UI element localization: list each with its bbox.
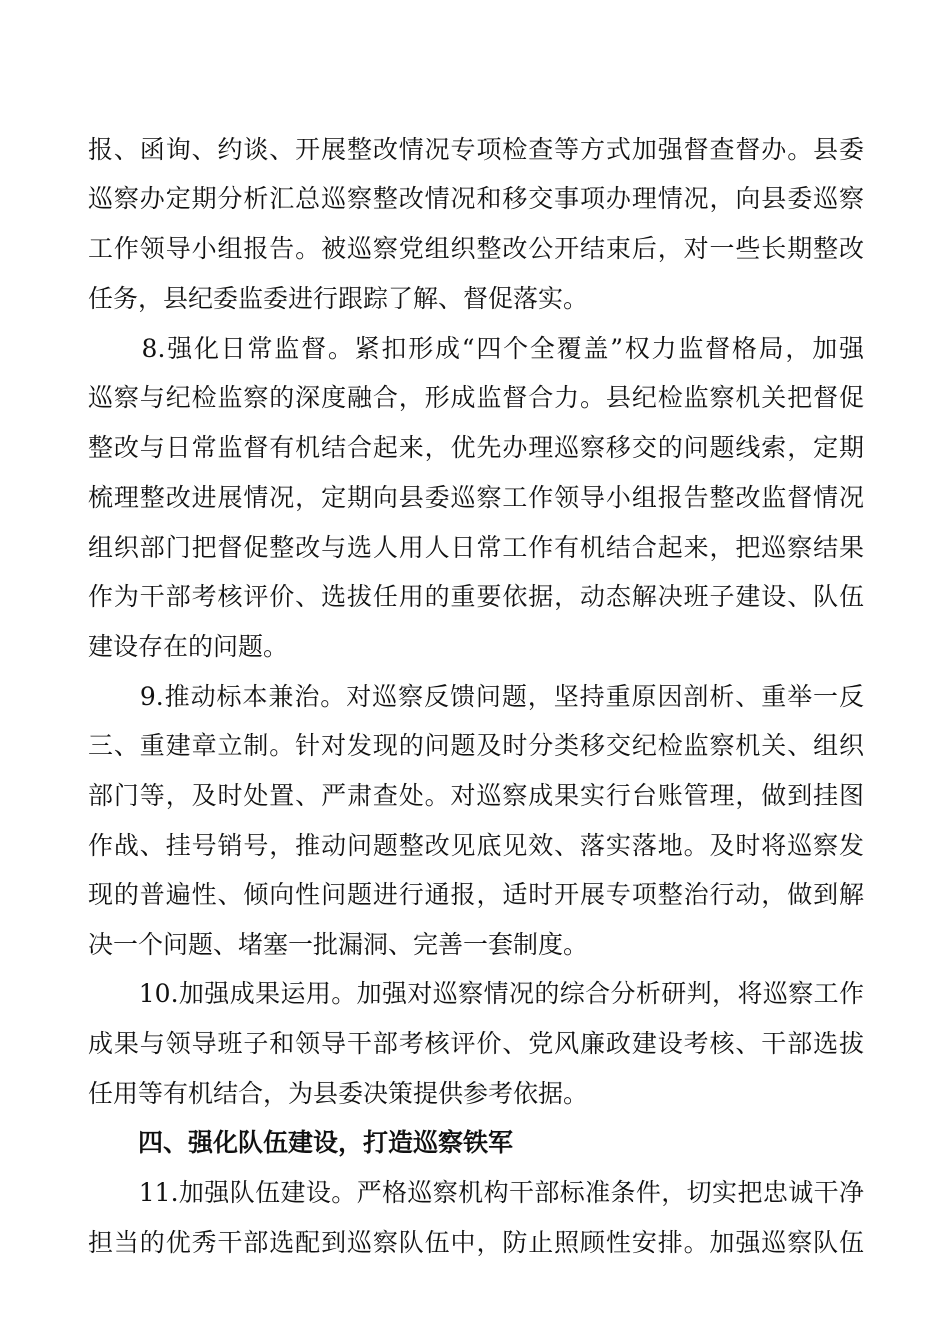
- text-line: 担当的优秀干部选配到巡察队伍中，防止照顾性安排。加强巡察队伍: [88, 1228, 864, 1257]
- section-heading: 四、强化队伍建设，打造巡察铁军: [88, 1128, 514, 1157]
- text-line: 决一个问题、堵塞一批漏洞、完善一套制度。: [88, 930, 589, 959]
- text-line: 部门等，及时处置、严肃查处。对巡察成果实行台账管理，做到挂图: [88, 781, 864, 810]
- text-line: 建设存在的问题。: [88, 632, 289, 661]
- paragraph-10-first-line: 10.加强成果运用。加强对巡察情况的综合分析研判，将巡察工作: [88, 979, 864, 1008]
- text-line: 整改与日常监督有机结合起来，优先办理巡察移交的问题线索，定期: [88, 433, 864, 462]
- text-line: 任用等有机结合，为县委决策提供参考依据。: [88, 1079, 589, 1108]
- text-line: 三、重建章立制。针对发现的问题及时分类移交纪检监察机关、组织: [88, 731, 864, 760]
- text-line: 组织部门把督促整改与选人用人日常工作有机结合起来，把巡察结果: [88, 533, 864, 562]
- text-line: 成果与领导班子和领导干部考核评价、党风廉政建设考核、干部选拔: [88, 1029, 864, 1058]
- text-line: 工作领导小组报告。被巡察党组织整改公开结束后，对一些长期整改: [88, 234, 864, 263]
- text-line: 现的普遍性、倾向性问题进行通报，适时开展专项整治行动，做到解: [88, 880, 864, 909]
- paragraph-8-first-line: 8.强化日常监督。紧扣形成“四个全覆盖”权力监督格局，加强: [88, 334, 864, 363]
- paragraph-9-first-line: 9.推动标本兼治。对巡察反馈问题，坚持重原因剖析、重举一反: [88, 682, 864, 711]
- text-line: 任务，县纪委监委进行跟踪了解、督促落实。: [88, 284, 589, 313]
- text-line: 作为干部考核评价、选拔任用的重要依据，动态解决班子建设、队伍: [88, 582, 864, 611]
- paragraph-11-first-line: 11.加强队伍建设。严格巡察机构干部标准条件，切实把忠诚干净: [88, 1178, 864, 1207]
- text-line: 作战、挂号销号，推动问题整改见底见效、落实落地。及时将巡察发: [88, 831, 864, 860]
- text-line: 梳理整改进展情况，定期向县委巡察工作领导小组报告整改监督情况: [88, 483, 864, 512]
- text-line: 巡察与纪检监察的深度融合，形成监督合力。县纪检监察机关把督促: [88, 383, 864, 412]
- text-line: 巡察办定期分析汇总巡察整改情况和移交事项办理情况，向县委巡察: [88, 184, 864, 213]
- text-line: 报、函询、约谈、开展整改情况专项检查等方式加强督查督办。县委: [88, 135, 864, 164]
